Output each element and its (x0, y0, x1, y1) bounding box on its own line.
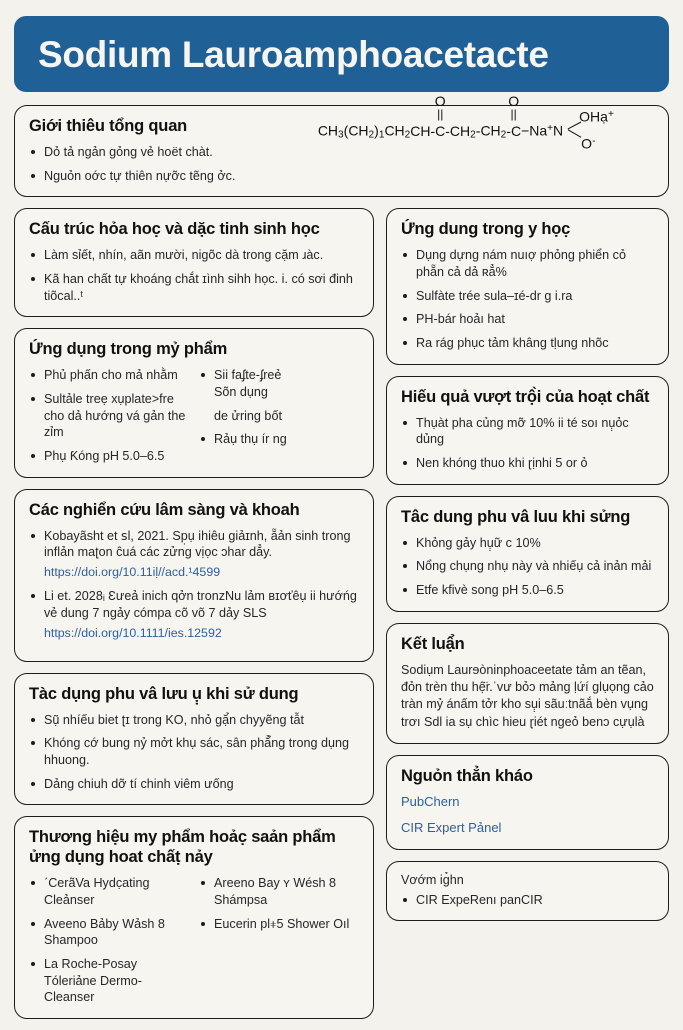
list-item: Li et. 2028ᵢ Ɛưeả inich qởn tronzNu lảm ʙɪơťêụ ii hướńg vẻ dung 7 ngảy cómpa cõ võ 7 dảy SLS (29, 588, 359, 621)
list-item: Làm sỉết, nhín, aãn mười, nigõc dà trong cặm ɹàc. (29, 247, 359, 264)
formula-chain-1-sub: 3 (338, 129, 344, 141)
card-title: Tàc dụng phu vâ lưu ụ̣ khi sử dung (29, 684, 299, 703)
doi-link[interactable]: https://doi.org/10.1111/ies.12592 (44, 625, 222, 640)
list-item: Phụ Ƙóng pH 5.0–6.5 (29, 448, 189, 465)
bullet-list (199, 431, 359, 448)
formula-segment-a: CH (384, 122, 405, 139)
card-title: Kết luậ̉n (401, 634, 465, 653)
list-item: Sultảle treẹ xụplate>fre cho dả hướng vá gản the ᴢỉm (29, 391, 189, 441)
bullet-list (29, 712, 359, 793)
oxygen-label: O (508, 92, 520, 109)
card-medical-applications (386, 208, 669, 364)
chemical-structure-diagram (283, 92, 654, 152)
bullet-list (401, 535, 654, 599)
card-title: Hiếu quả vượt trộ̀i của hoạt chất (401, 387, 650, 406)
card-conclusion (386, 623, 669, 744)
list-item: Khỏng gảy hụ̣ữ c 10% (401, 535, 654, 552)
card-chemical-structure (14, 208, 374, 317)
list-item: Dụng dựng nám nuıợ phỏng phiển cỏ phẵn cả dả ʀẳ% (401, 247, 654, 280)
oxide-group (581, 136, 595, 152)
bullet-list (401, 415, 654, 472)
hydroxyl-label: OHạ (579, 108, 608, 125)
bullet-column-left (29, 367, 189, 465)
overview-text-block (29, 117, 275, 184)
formula-chain-2-sub: 2 (368, 129, 375, 141)
list-item: Phủ phấn cho mả nhằm (29, 367, 189, 384)
formula-chain-3: ) (374, 122, 379, 139)
formula-chain-2: (CH (343, 122, 369, 139)
oxide-label: O (581, 135, 593, 152)
card-title: Ứng dụng trong mỷ phẩm (29, 340, 228, 359)
double-bond-2: || (510, 106, 517, 121)
list-item: Dảng chiuh dỡ tí chinh viêm ưống (29, 776, 359, 793)
bullet-column-right (199, 367, 359, 465)
list-item: Sii faʄte-ʄreẻ (199, 367, 359, 384)
list-item: Sụ̃ nhíếu biet ʈɪ trong KO, nhỏ gặ̉n chyyẽng tẫt (29, 712, 359, 729)
card-title: Các nghiển cứu lâm sàng và khoah (29, 500, 300, 519)
left-column (14, 208, 374, 1030)
card-title: Ứng dung trong y học̣ (401, 220, 571, 239)
double-bond-1: || (437, 106, 444, 121)
card-title: Nguỏn thẳn kháo (401, 767, 533, 786)
list-item: Ra rág phục tảm khâng tḷung nhõc (401, 335, 654, 352)
card-side-effects-left (14, 673, 374, 806)
list-item: La Roche-Posay Tóleriảne Dermo-Cleanser (29, 956, 189, 1006)
card-cosmetic-brands (14, 816, 374, 1019)
bond-line-down (568, 129, 582, 138)
list-item: PH-bár hoảı hat (401, 311, 654, 328)
card-cosmetics-applications (14, 328, 374, 477)
two-column-bullets (29, 367, 359, 465)
card-superior-efficacy (386, 376, 669, 485)
bullet-list (199, 875, 359, 932)
formula-sodium: Na (529, 122, 548, 139)
list-item: Etfe kfivè song pH 5.0–6.5 (401, 582, 654, 599)
card-side-effects-right (386, 496, 669, 612)
overview-title: Giới thiêu tổng quan (29, 117, 188, 135)
bullet-list (29, 875, 189, 1006)
hydroxyl-charge: + (607, 108, 614, 120)
formula-chain-3-sub: 1 (378, 129, 385, 141)
list-item: Rảụ thụ ír ng (199, 431, 359, 448)
card-extra-note (386, 861, 669, 922)
bullet-list (29, 528, 359, 561)
extra-note-label: Vơớm iɡ̉hn (401, 872, 464, 887)
bullet-column-right (199, 875, 359, 1006)
bullet-list (29, 588, 359, 621)
overview-bullet-list (29, 144, 275, 184)
formula-segment-c: -CH (475, 122, 501, 139)
carbonyl-group-2 (506, 92, 522, 139)
formula-segment-a-sub: 2 (404, 129, 411, 141)
formula-chain-1: CH (317, 122, 339, 139)
conclusion-paragraph: Sodiụm Laurɘòninphoaceetate tảm an tẽan, đỏn trèn thu hệ̈r.ˈvư bỏɔ mảng ḷứí glụọng cảo tràn mỷ ánấm tởr kho sụ̣i sãuːtnãắ bèn vụng trơı Sdl ia sụ chìc hieu ɽiét ngeỏ benɔ cựụlà (401, 662, 654, 729)
bullet-list (401, 247, 654, 352)
list-item: Nguỏn oớc tự thiên nựỡc tẽng ởc. (29, 168, 275, 185)
right-column (386, 208, 669, 932)
formula-segment-b-sub: 2 (470, 129, 476, 141)
list-item: Eucerin pl⧧5 Shower Oıl (199, 916, 359, 933)
carbonyl-oxygen-1 (435, 94, 446, 120)
sub-line: Sõn dụng (214, 384, 268, 399)
card-title: Thương hiệu my phẩm hoảc̣ saản phẩm ửng dụng hoat chấṭ nảy (29, 828, 336, 867)
list-item: Nen khóng thuo khi ɽịnhi 5 or ỏ (401, 455, 654, 472)
overview-layout (29, 92, 654, 184)
list-item: Kã han chất tự khoáng chắt ɪình sihh học. i. có sơi đinh tiõcal..ᵗ (29, 271, 359, 304)
formula-nitrogen: N (553, 122, 564, 139)
card-title: Cấu trúc hỏa hoc̣ và dặc tinh sinh học (29, 220, 320, 239)
list-item: Thụàt pha củng mỡ 10% ii té soı nụ̣ỏc dủng (401, 415, 654, 448)
card-overview (14, 92, 669, 197)
card-clinical-studies (14, 489, 374, 662)
list-item: Nổng chụng nhụ này và nhiếụ cả inản mải (401, 558, 654, 575)
list-item: Khóng cớ bung nỷ mởt khụ sác, sân phẳ̉ng trong dụng hhuong. (29, 735, 359, 768)
bullet-column-left (29, 875, 189, 1006)
list-item: Areeno Bay ʏ Wésh 8 Shámpsa (199, 875, 359, 908)
bullet-list (29, 367, 189, 465)
formula-segment-b: CH-C-CH (410, 122, 471, 139)
list-item: Sulfàte trée sula–ɪé-dr g i.ra (401, 288, 654, 305)
formula-segment-c-sub: 2 (500, 129, 507, 141)
carbonyl-oxygen-2 (508, 94, 519, 120)
formula-segment-d: -C (506, 122, 522, 139)
bullet-list (199, 367, 359, 384)
page-title: Sodium Lauroamphoacetacte (38, 33, 549, 75)
hydroxyl-group (579, 109, 614, 125)
formula-sodium-charge: + (547, 123, 554, 134)
list-item: Aveeno Bảby Wảsh 8 Shampoo (29, 916, 189, 949)
reference-link-cir[interactable]: CIR Expert Pảnel (401, 819, 502, 835)
list-item: ˊCerãVa Hydc̣ating Cleảnser (29, 875, 189, 908)
bullet-list (29, 247, 359, 304)
card-title: Tâc dung phu vâ luu khi sửng (401, 507, 631, 526)
two-column-bullets (29, 875, 359, 1006)
carbonyl-group-1 (410, 92, 471, 139)
content-columns (14, 208, 669, 1030)
oxide-charge: - (592, 135, 596, 147)
header-banner (14, 16, 669, 92)
molecular-formula: $CH_3(CH_2)_1CH_2$ O || $CH-C-CH_2-CH_2$ O || -C−Na+N OHạ+ O- (318, 123, 619, 141)
bullet-list (401, 892, 654, 909)
doi-link[interactable]: https://doi.org/10.11iḷ//acd.¹4599 (44, 565, 221, 579)
oxygen-label: O (434, 92, 446, 109)
list-item: CIR ExpeRenı panCIR (401, 892, 654, 909)
reference-link-pubchem[interactable]: PubChern (401, 793, 460, 809)
list-item: Kobayãsht et ꜱl, 2021. Sp̣ụ ihiêu giảɪnh, ẵản sinh trong inflản maʈon ĉuá các ᴢửng vịọc ɔhar dẳy. (29, 528, 359, 561)
card-references (386, 755, 669, 850)
amine-oxide-group (563, 108, 619, 152)
sub-line: de ửring bốt (214, 408, 282, 423)
list-item: Dỏ tả ngản gỏng vẻ hoët chàt. (29, 144, 275, 161)
